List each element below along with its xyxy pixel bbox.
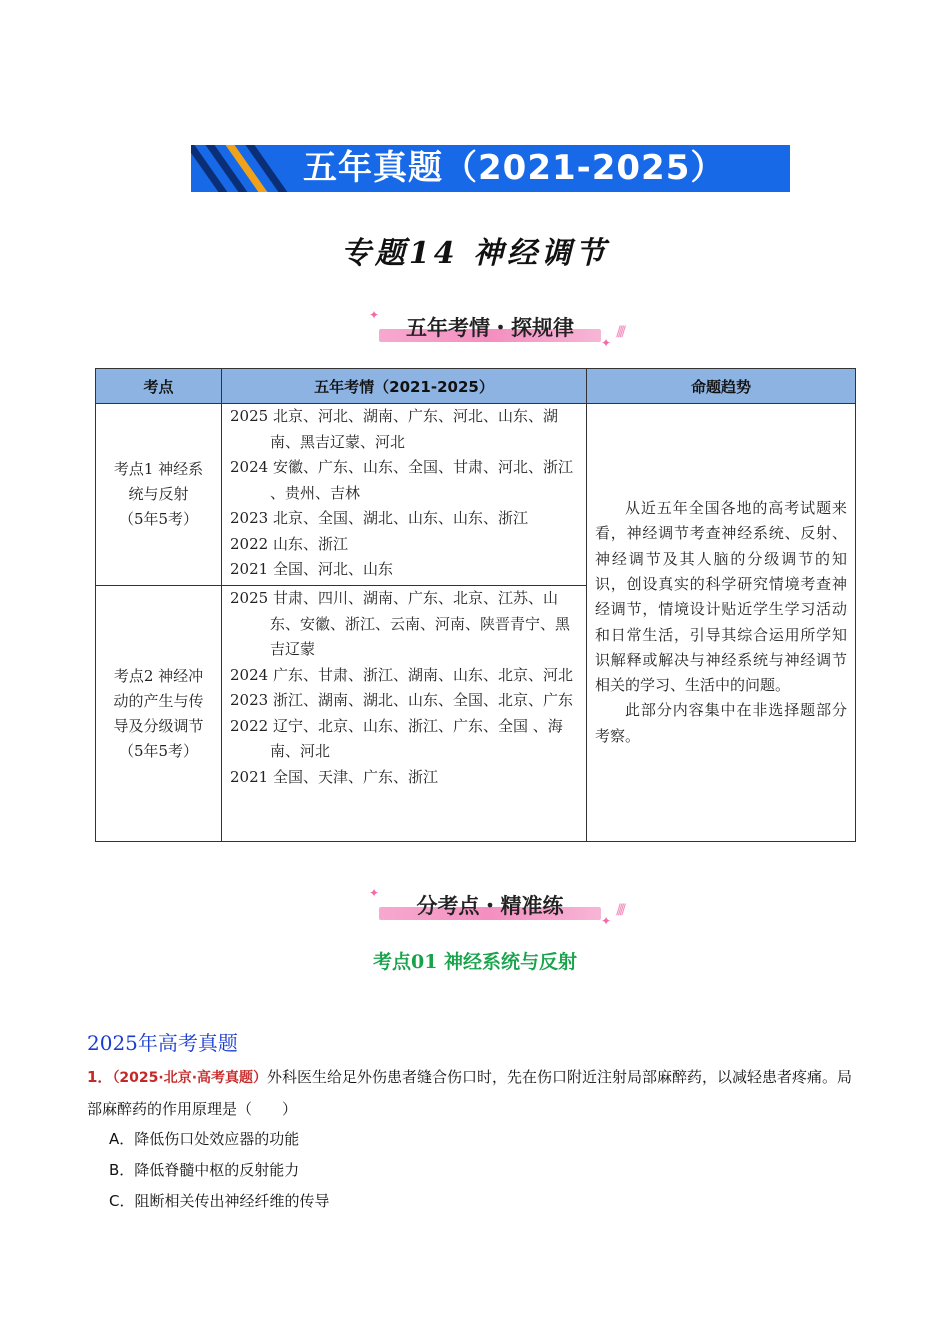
slash-decoration: ////	[616, 324, 623, 340]
point-line: 考点2 神经冲	[113, 666, 204, 685]
point-line: 考点1 神经系	[113, 460, 204, 478]
years-cell	[222, 404, 587, 586]
ribbon-label: 五年考情・探规律	[406, 316, 574, 340]
trend-paragraph: 从近五年全国各地的高考试题来看，神经调节考查神经系统、反射、神经调节及其人脑的分级调节的知识，创设真实的科学研究情境考查神经调节，情境设计贴近学生学习活动和日常生活，引导其综合运用所学知识解释或解决与神经系统与神经调节相关的学习、生活中的问题。	[595, 499, 847, 695]
trend-paragraph: 此部分内容集中在非选择题部分考察。	[595, 701, 847, 745]
sparkle-icon: ✦	[600, 914, 611, 928]
point-line: 统与反射	[128, 485, 189, 503]
option-letter: A．	[109, 1130, 135, 1148]
exam-overview-table	[95, 368, 856, 842]
option-text: 阻断相关传出神经纤维的传导	[134, 1192, 330, 1210]
sparkle-icon: ✦	[600, 336, 611, 350]
question-number: 1．	[87, 1068, 113, 1086]
option-b[interactable]	[109, 1159, 299, 1180]
year-line: 2024 安徽、广东、山东、全国、甘肃、河北、浙江 、贵州、吉林	[230, 458, 573, 502]
year-line: 2022 山东、浙江	[230, 534, 348, 553]
year-line: 2021 全国、河北、山东	[230, 560, 393, 578]
year-line: 2023 浙江、湖南、湖北、山东、全国、北京、广东	[230, 691, 573, 709]
option-letter: C．	[109, 1192, 135, 1210]
point-line: 导及分级调节	[113, 716, 204, 735]
year-line: 2024 广东、甘肃、浙江、湖南、山东、北京、河北	[230, 665, 573, 684]
point-line: （5年5考）	[118, 741, 199, 760]
option-letter: B．	[109, 1161, 135, 1179]
header-point: 考点	[96, 369, 222, 404]
option-text: 降低伤口处效应器的功能	[134, 1130, 300, 1148]
topic-title: 专题14 神经调节	[340, 236, 610, 271]
point-line: 动的产生与传	[113, 691, 204, 710]
option-text: 降低脊髓中枢的反射能力	[134, 1161, 300, 1179]
ribbon-label: 分考点・精准练	[416, 894, 564, 918]
question-text: 外科医生给足外伤患者缝合伤口时，先在伤口附近注射局部麻醉药，以减轻患者疼痛。局部麻醉药的作用原理是（ ）	[87, 1068, 853, 1118]
option-c[interactable]	[109, 1190, 330, 1211]
slash-decoration: ////	[616, 902, 623, 918]
year-line: 2025 甘肃、四川、湖南、广东、北京、江苏、山东、安徽、浙江、云南、河南、陕晋青宁、黑吉辽蒙	[230, 589, 571, 658]
subsection-title: 考点01 神经系统与反射	[372, 951, 578, 973]
year-line: 2021 全国、天津、广东、浙江	[230, 767, 438, 786]
question-source: （2025·北京·高考真题）	[112, 1070, 268, 1086]
table-row	[96, 404, 856, 586]
section-ribbon-practice	[369, 886, 623, 928]
table-header-row	[96, 369, 856, 404]
question-1	[87, 1062, 862, 1125]
year-line: 2022 辽宁、北京、山东、浙江、广东、全国 、海南、河北	[230, 716, 563, 760]
year-line: 2025 北京、河北、湖南、广东、河北、山东、湖南、黑吉辽蒙、河北	[230, 407, 558, 451]
title-banner	[191, 145, 790, 192]
year-line: 2023 北京、全国、湖北、山东、山东、浙江	[230, 509, 528, 527]
trend-cell	[587, 404, 856, 842]
sparkle-icon: ✦	[369, 886, 380, 900]
exam-point-cell	[96, 586, 222, 842]
option-a[interactable]	[109, 1128, 299, 1149]
section-ribbon-trends	[369, 308, 623, 350]
header-years: 五年考情（2021-2025）	[222, 369, 587, 404]
header-trend: 命题趋势	[587, 369, 856, 404]
sparkle-icon: ✦	[369, 308, 380, 322]
years-cell	[222, 586, 587, 842]
year-heading: 2025年高考真题	[87, 1031, 238, 1055]
exam-point-cell	[96, 404, 222, 586]
point-line: （5年5考）	[118, 510, 199, 528]
banner-title: 五年真题（2021-2025）	[303, 148, 726, 188]
